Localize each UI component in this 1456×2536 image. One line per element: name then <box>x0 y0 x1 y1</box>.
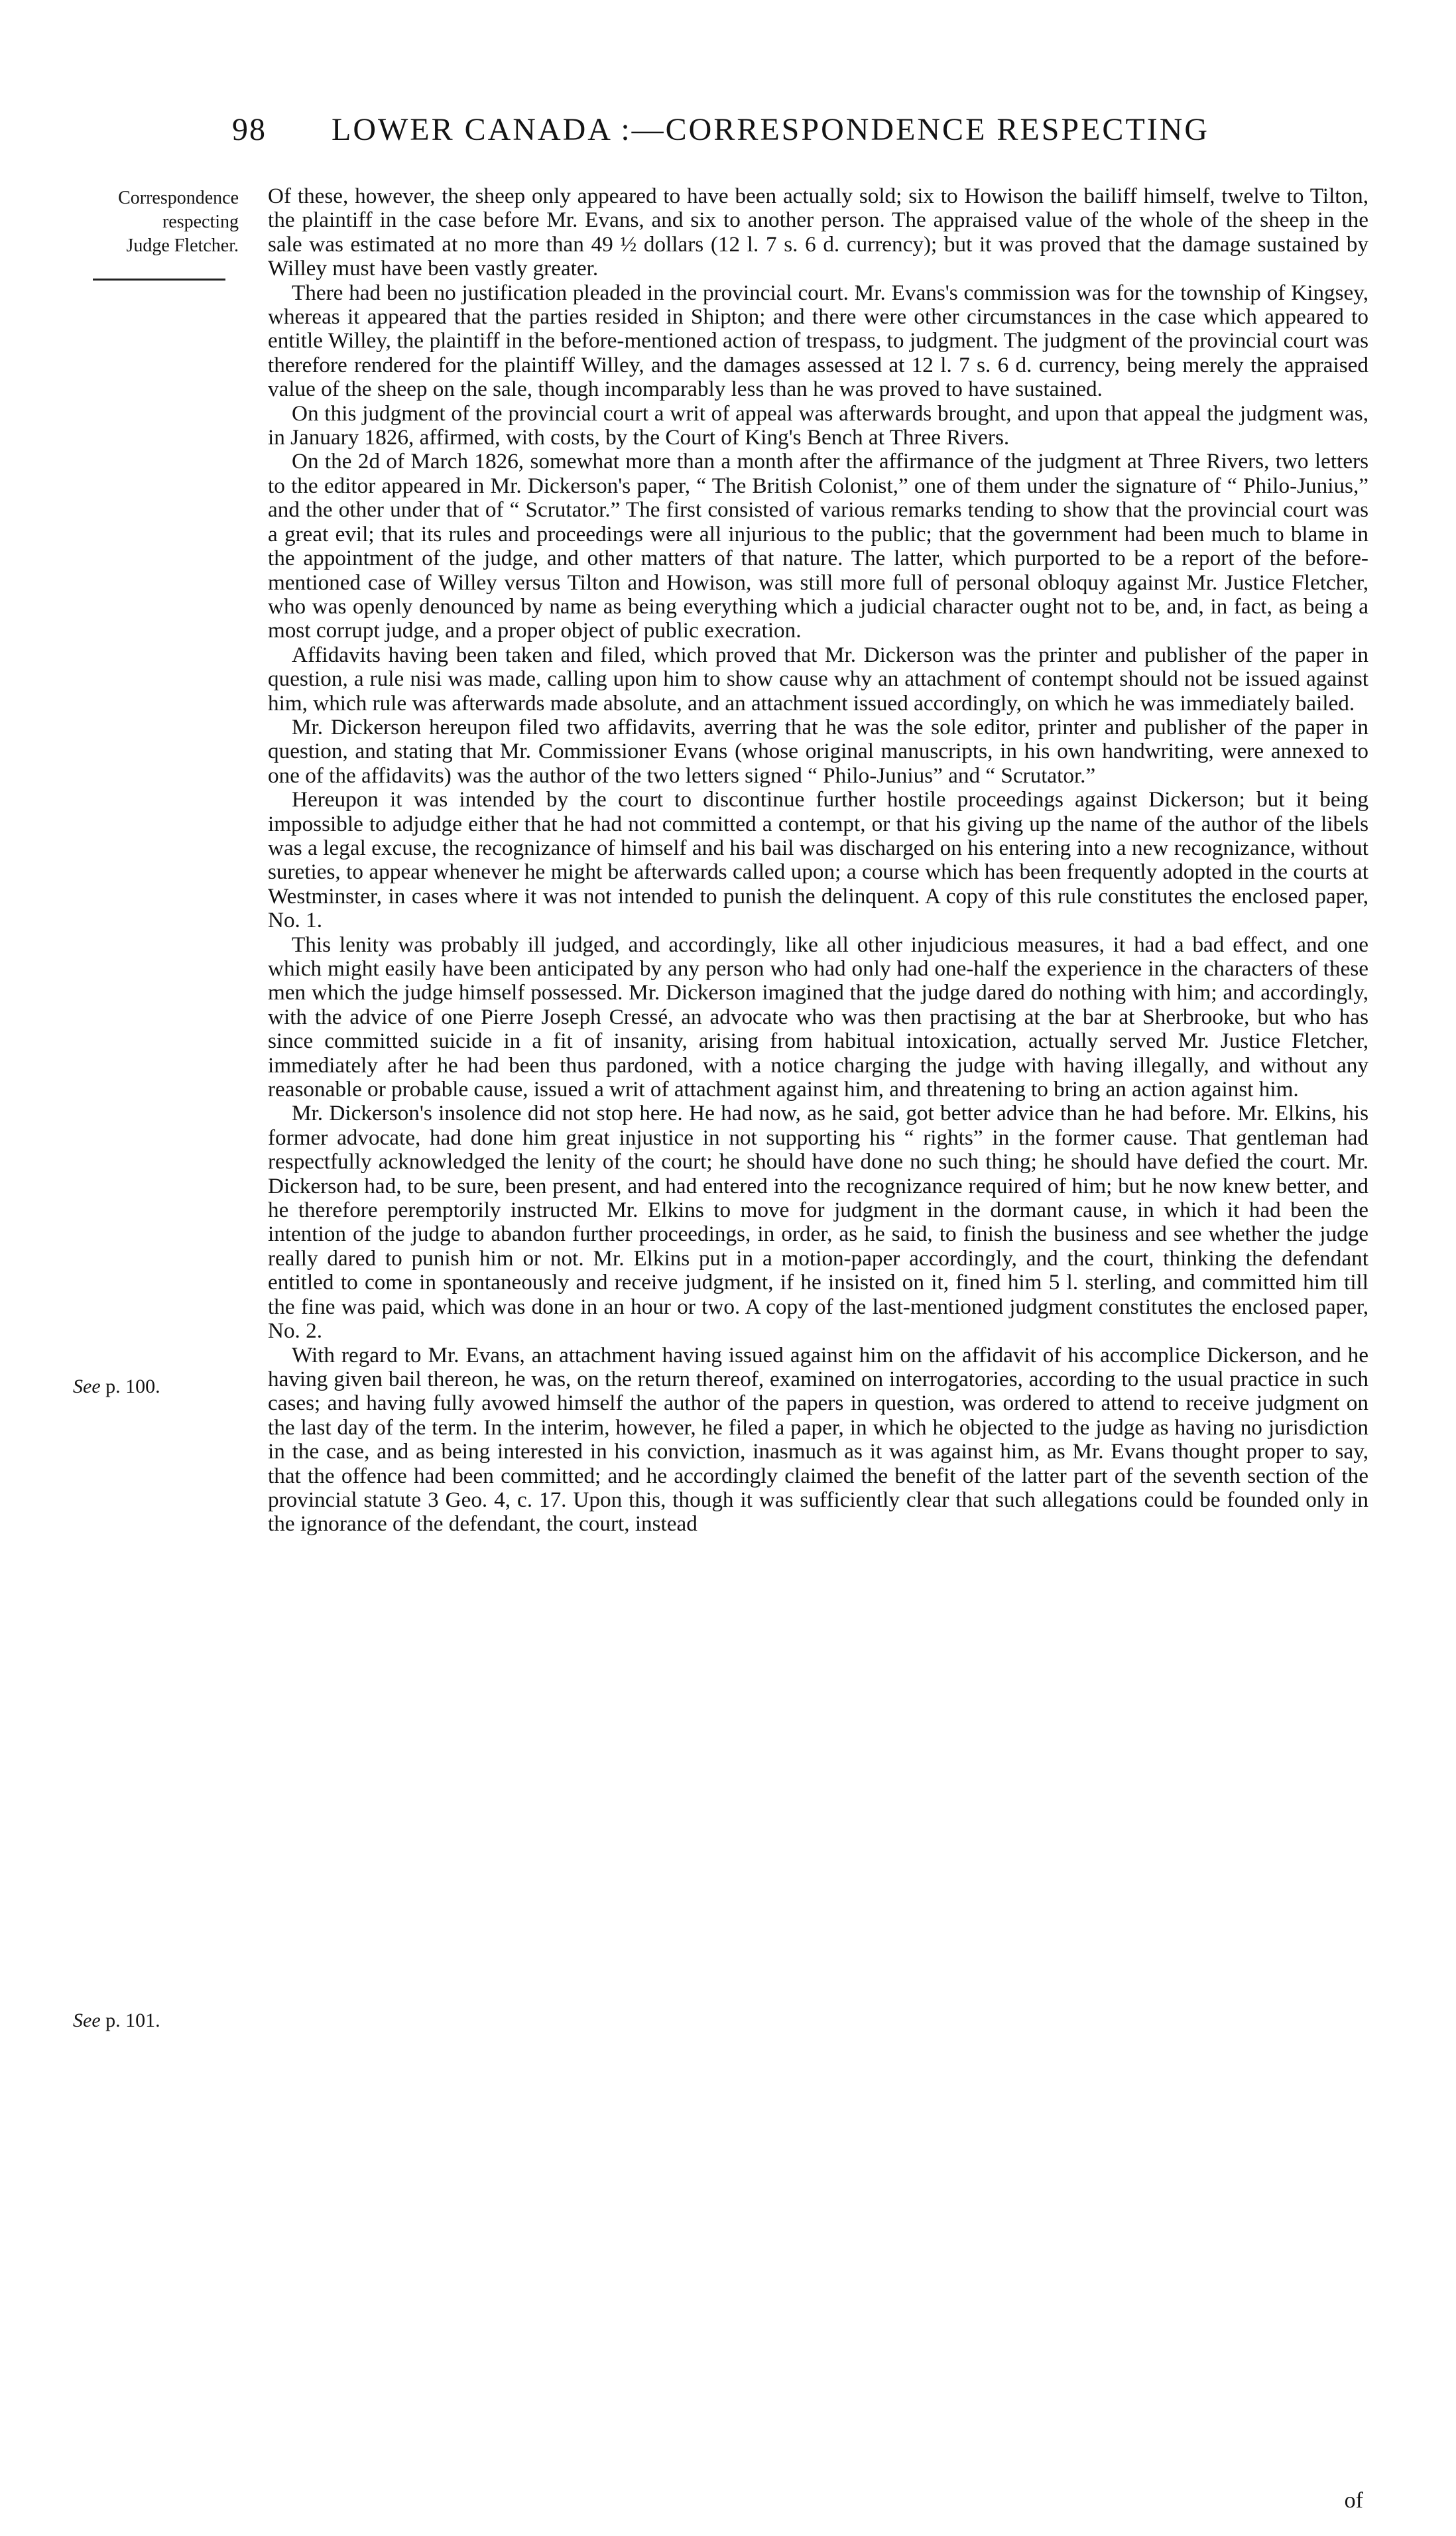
running-title: LOWER CANADA :—CORRESPONDENCE RESPECTING <box>332 112 1210 147</box>
paragraph: Mr. Dickerson hereupon filed two affidavits, averring that he was the sole editor, printer and publisher of the paper in question, and stating that Mr. Commissioner Evans (whose original manuscripts, in his own handwriting, were annexed to one of the affidavits) was the author of the two letters signed “ Philo-Junius” and “ Scrutator.” <box>268 714 1368 788</box>
margin-reference-2 <box>73 2009 160 2032</box>
paragraph: On this judgment of the provincial court a writ of appeal was afterwards brought, and upon that appeal the judgment was, in January 1826, affirmed, with costs, by the Court of King's Bench at Three Rivers. <box>268 401 1368 450</box>
page-number: 98 <box>232 112 267 147</box>
margin-topic-line-1: Correspondence <box>118 188 239 208</box>
paragraph: On the 2d of March 1826, somewhat more than a month after the affirmance of the judgment at Three Rivers, two letters to the editor appeared in Mr. Dickerson's paper, “ The British Colonist,” one of them under the signature of “ Philo-Junius,” and the other under that of “ Scrutator.” The first consisted of various remarks tending to show that the provincial court was a great evil; that its rules and proceedings were all injurious to the public; that the government had been much to blame in the appointment of the judge, and other matters of that nature. The latter, which purported to be a report of the before-mentioned case of Willey versus Tilton and Howison, was still more full of personal obloquy against Mr. Justice Fletcher, who was openly denounced by name as being everything which a judicial character ought not to be, and, in fact, as being a most corrupt judge, and a proper object of public execration. <box>268 449 1368 643</box>
margin-reference-1 <box>73 1375 160 1398</box>
margin-reference-2-page: p. 101. <box>105 2009 160 2031</box>
margin-reference-1-see: See <box>73 1375 101 1397</box>
catchword: of <box>1344 2488 1363 2513</box>
margin-reference-2-see: See <box>73 2009 101 2031</box>
margin-topic-line-3: Judge Fletcher. <box>126 235 239 256</box>
page-header <box>232 111 1359 158</box>
paragraph: With regard to Mr. Evans, an attachment having issued against him on the affidavit of his accomplice Dickerson, and he having given bail thereon, he was, on the return thereof, examined on interrogatories, according to the usual practice in such cases; and having fully avowed himself the author of the papers in question, was ordered to attend to receive judgment on the last day of the term. In the interim, however, he filed a paper, in which he objected to the judge as having no jurisdiction in the case, and as being interested in his conviction, inasmuch as it was against him, as Mr. Evans thought proper to say, that the offence had been committed; and he accordingly claimed the benefit of the latter part of the seventh section of the provincial statute 3 Geo. 4, c. 17. Upon this, though it was sufficiently clear that such allegations could be founded only in the ignorance of the defendant, the court, instead <box>268 1342 1368 1537</box>
margin-reference-1-page: p. 100. <box>105 1375 160 1397</box>
paragraph: Affidavits having been taken and filed, which proved that Mr. Dickerson was the printer and publisher of the paper in question, a rule nisi was made, calling upon him to show cause why an attachment of contempt should not be issued against him, which rule was afterwards made absolute, and an attachment issued accordingly, on which he was immediately bailed. <box>268 642 1368 716</box>
margin-topic-line-2: respecting <box>162 212 239 232</box>
paragraph: This lenity was probably ill judged, and accordingly, like all other injudicious measures, it had a bad effect, and one which might easily have been anticipated by any person who had only had one-half the experience in the characters of these men which the judge himself possessed. Mr. Dickerson imagined that the judge dared do nothing with him; and accordingly, with the advice of one Pierre Joseph Cressé, an advocate who was then practising at the bar at Sherbrooke, but who has since committed suicide in a fit of insanity, arising from habitual intoxication, actually served Mr. Justice Fletcher, immediately after he had been thus pardoned, with a notice charging the judge with having illegally, and without any reasonable or probable cause, issued a writ of attachment against him, and threatening to bring an action against him. <box>268 932 1368 1102</box>
paragraph: Of these, however, the sheep only appeared to have been actually sold; six to Howison the bailiff himself, twelve to Tilton, the plaintiff in the case before Mr. Evans, and six to another person. The appraised value of the whole of the sheep in the sale was estimated at no more than 49 ½ dollars (12 l. 7 s. 6 d. currency); but it was proved that the damage sustained by Willey must have been vastly greater. <box>268 184 1368 281</box>
paragraph: There had been no justification pleaded in the provincial court. Mr. Evans's commission was for the township of Kingsey, whereas it appeared that the parties resided in Shipton; and there were other circumstances in the case which appeared to entitle Willey, the plaintiff in the before-mentioned action of trespass, to judgment. The judgment of the provincial court was therefore rendered for the plaintiff Willey, and the damages assessed at 12 l. 7 s. 6 d. currency, being merely the appraised value of the sheep on the sale, though incomparably less than he was proved to have sustained. <box>268 280 1368 402</box>
body-text <box>268 184 1368 1537</box>
margin-rule <box>93 279 225 281</box>
paragraph: Hereupon it was intended by the court to discontinue further hostile proceedings against Dickerson; but it being impossible to adjudge either that he had not committed a contempt, or that his giving up the name of the author of the libels was a legal excuse, the recognizance of himself and his bail was discharged on his entering into a new recognizance, without sureties, to appear whenever he might be afterwards called upon; a course which has been frequently adopted in the courts at Westminster, in cases where it was not intended to punish the delinquent. A copy of this rule constitutes the enclosed paper, No. 1. <box>268 787 1368 933</box>
paragraph: Mr. Dickerson's insolence did not stop here. He had now, as he said, got better advice than he had before. Mr. Elkins, his former advocate, had done him great injustice in not supporting his “ rights” in the former cause. That gentleman had respectfully acknowledged the lenity of the court; he should have done no such thing; he should have defied the court. Mr. Dickerson had, to be sure, been present, and had entered into the recognizance required of him; but he now knew better, and he therefore peremptorily instructed Mr. Elkins to move for judgment in the dormant cause, in which it had been the intention of the judge to abandon further proceedings, in order, as he said, to finish the business and see whether the judge really dared to punish him or not. Mr. Elkins put in a motion-paper accordingly, and the court, thinking the defendant entitled to come in spontaneously and receive judgment, if he insisted on it, fined him 5 l. sterling, and committed him till the fine was paid, which was done in an hour or two. A copy of the last-mentioned judgment constitutes the enclosed paper, No. 2. <box>268 1101 1368 1344</box>
